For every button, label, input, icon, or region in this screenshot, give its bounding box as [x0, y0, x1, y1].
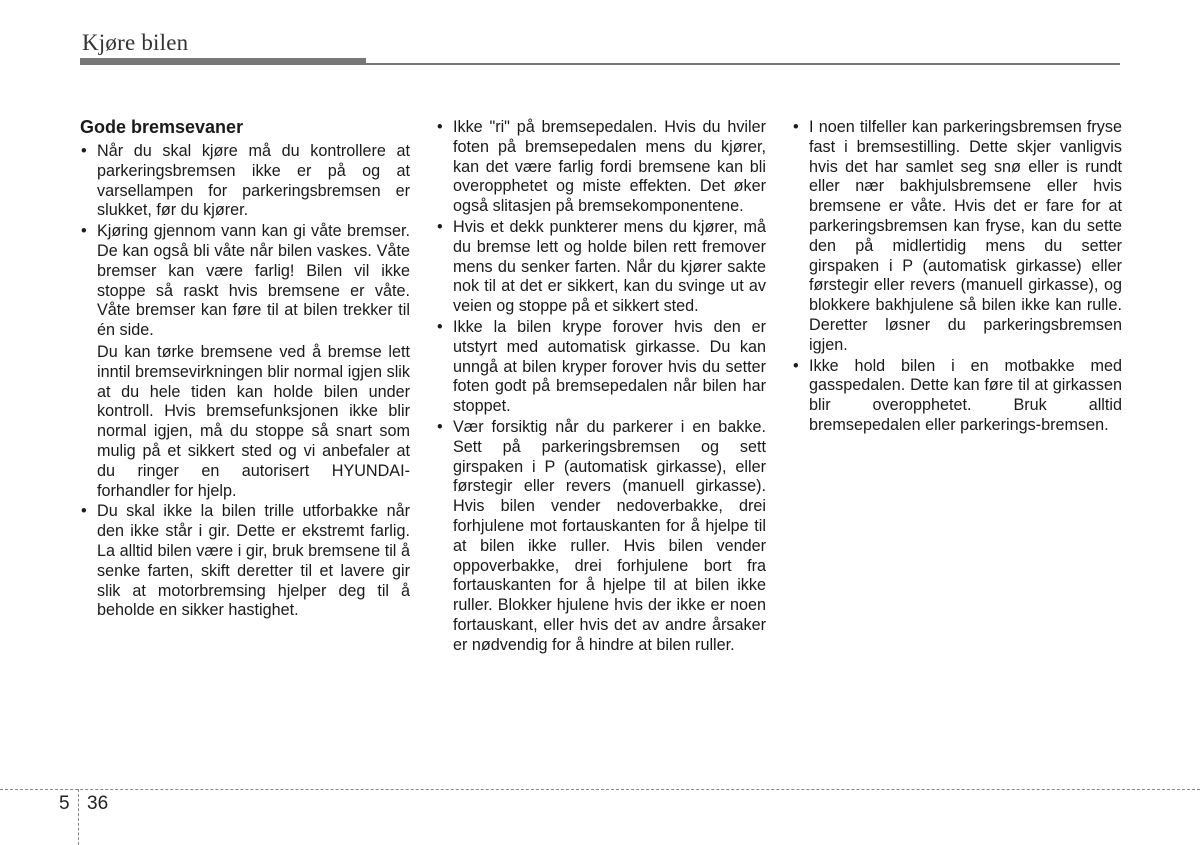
list-item-text: Vær forsiktig når du parkerer i en bakke. Sett på parkeringsbremsen og sett girspaken i P (automatisk girkasse), eller førstegir eller revers (manuell girkasse). Hvis bilen vender nedoverbakke, drei forhjulene mot fortauskanten for å hjelpe til at bilen ikke ruller. Hvis bilen vender oppoverbakke, drei forhjulene bort fra fortauskanten for å hjelpe til at bilen ikke ruller. Blokker hjulene hvis der ikke er noen fortauskant, eller hvis det av andre årsaker er nødvendig for å hindre at bilen ruller.: [453, 417, 766, 654]
bullet-list-3: [792, 118, 1122, 436]
bullet-list-2: [436, 118, 766, 656]
footer-vertical-divider: [78, 789, 79, 845]
section-heading: Gode bremsevaner: [80, 117, 244, 137]
list-item: [436, 118, 766, 217]
list-item-text: Ikke hold bilen i en motbakke med gasspedalen. Dette kan føre til at girkassen blir overopphetet. Bruk alltid bremsepedalen eller parkerings-bremsen.: [809, 356, 1122, 434]
list-item-text: Kjøring gjennom vann kan gi våte bremser. De kan også bli våte når bilen vaskes. Våte bremser kan være farlig! Bilen vil ikke stoppe så raskt hvis bremsene er våte. Våte bremser kan føre til at bilen trekker til én side.: [97, 222, 410, 340]
page-header-title: Kjøre bilen: [82, 30, 189, 55]
text-column-1: [80, 116, 410, 622]
bullet-icon: •: [437, 217, 443, 236]
footer-divider: [0, 789, 1200, 790]
list-item: [80, 502, 410, 621]
list-item: [436, 318, 766, 417]
list-item-text: Du skal ikke la bilen trille utforbakke når den ikke står i gir. Dette er ekstremt farlig. La alltid bilen være i gir, bruk bremsene til å senke farten, skift deretter til et lavere gir slik at motorbremsing hjelper deg til å beholde en sikker hastighet.: [97, 502, 410, 620]
bullet-icon: •: [437, 118, 443, 136]
list-item: [436, 418, 766, 656]
bullet-icon: •: [793, 118, 799, 136]
header-rule-accent: [80, 58, 366, 65]
list-item-text: Når du skal kjøre må du kontrollere at parkeringsbremsen ikke er på og at varsellampen for parkeringsbremsen er slukket, før du kjører.: [97, 142, 410, 220]
page-number: 36: [87, 793, 109, 814]
list-item: [792, 357, 1122, 436]
bullet-icon: •: [81, 502, 87, 521]
list-item: [436, 218, 766, 317]
text-column-2: [436, 118, 766, 657]
text-column-3: [792, 118, 1122, 437]
bullet-list-1: [80, 142, 410, 621]
list-item-extra-paragraph: Du kan tørke bremsene ved å bremse lett inntil bremsevirkningen blir normal igjen slik at du hele tiden kan holde bilen under kontroll. Hvis bremsefunksjonen ikke blir normal igjen, må du stoppe så snart som mulig på et sikkert sted og vi anbefaler at du ringer en autorisert HYUNDAI-forhandler for hjelp.: [97, 342, 410, 500]
list-item-text: I noen tilfeller kan parkeringsbremsen fryse fast i bremsestilling. Dette skjer vanligvis hvis det har samlet seg snø eller is rundt eller nær bakhjulsbremsene eller hvis bremsene er våte. Hvis det er fare for at parkeringsbremsen kan fryse, kan du sette den på midlertidig mens du setter girspaken i P (automatisk girkasse) eller førstegir eller revers (manuell girkasse), og blokkere bakhjulene så bilen ikke kan rulle. Deretter løsner du parkeringsbremsen igjen.: [809, 118, 1122, 354]
bullet-icon: •: [81, 222, 87, 241]
list-item: [80, 222, 410, 501]
bullet-icon: •: [793, 356, 799, 375]
bullet-icon: •: [81, 142, 87, 160]
bullet-icon: •: [437, 417, 443, 436]
list-item: [80, 142, 410, 221]
list-item: [792, 118, 1122, 356]
list-item-text: Ikke "ri" på bremsepedalen. Hvis du hviler foten på bremsepedalen mens du kjører, kan det være farlig fordi bremsene kan bli overopphetet og miste effekten. Det øker også slitasjen på bremsekomponentene.: [453, 118, 766, 216]
bullet-icon: •: [437, 317, 443, 336]
chapter-number: 5: [59, 793, 70, 814]
header-rule: [366, 63, 1120, 65]
list-item-text: Hvis et dekk punkterer mens du kjører, må du bremse lett og holde bilen rett fremover mens du senker farten. Når du kjører sakte nok til at det er sikkert, kan du svinge ut av veien og stoppe på et sikkert sted.: [453, 217, 766, 316]
list-item-text: Ikke la bilen krype forover hvis den er utstyrt med automatisk girkasse. Du kan unngå at bilen kryper forover hvis du setter foten godt på bremsepedalen når bilen har stoppet.: [453, 317, 766, 416]
